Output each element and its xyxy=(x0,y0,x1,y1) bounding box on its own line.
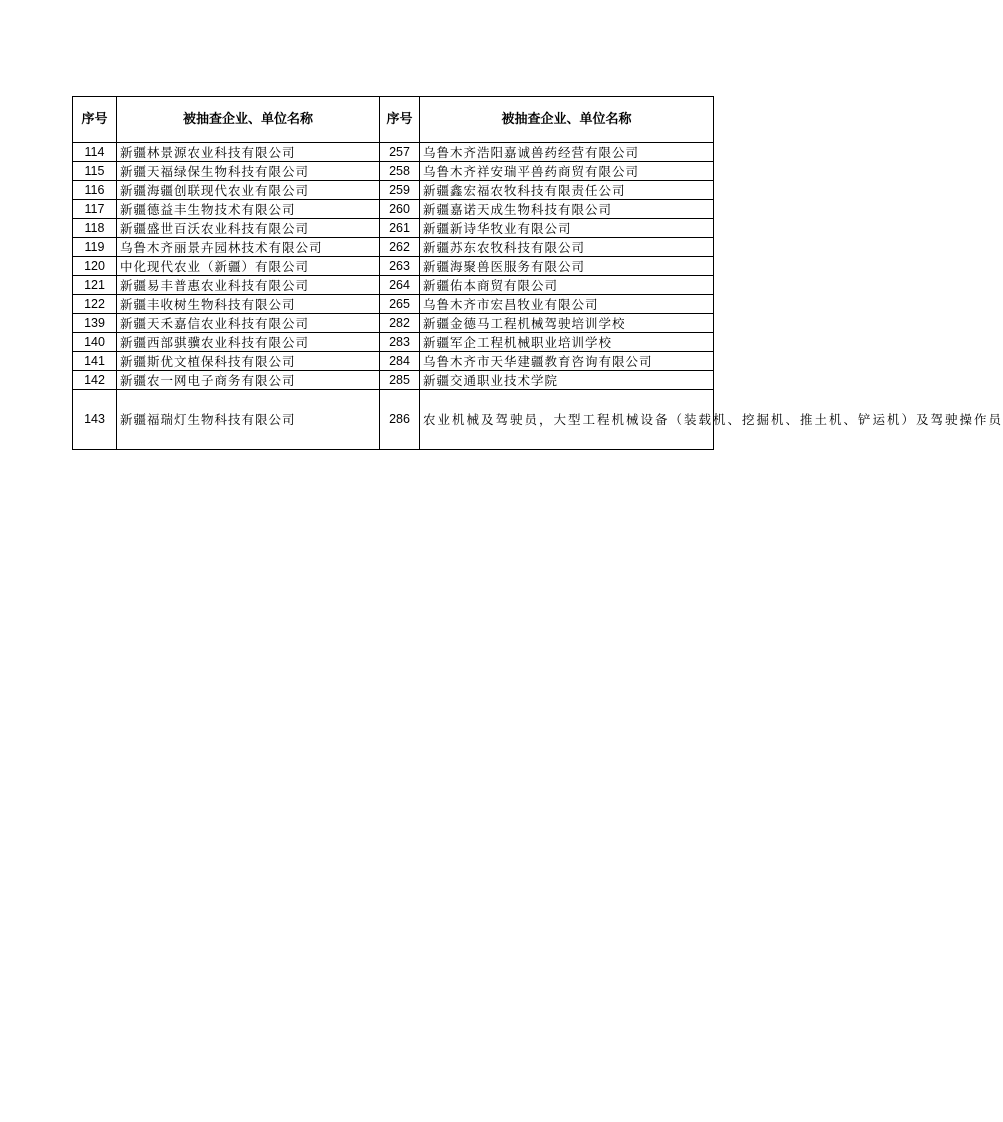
left-company: 新疆丰收树生物科技有限公司 xyxy=(117,295,380,314)
table-row xyxy=(73,181,714,200)
left-company: 新疆易丰普惠农业科技有限公司 xyxy=(117,276,380,295)
table-row xyxy=(73,257,714,276)
header-name-left: 被抽查企业、单位名称 xyxy=(117,97,380,143)
left-company: 乌鲁木齐丽景卉园林技术有限公司 xyxy=(117,238,380,257)
right-seq: 286 xyxy=(380,390,420,450)
right-seq: 282 xyxy=(380,314,420,333)
right-company: 乌鲁木齐市天华建疆教育咨询有限公司 xyxy=(420,352,714,371)
left-company: 新疆福瑞灯生物科技有限公司 xyxy=(117,390,380,450)
left-company: 新疆盛世百沃农业科技有限公司 xyxy=(117,219,380,238)
right-seq: 284 xyxy=(380,352,420,371)
left-seq: 139 xyxy=(73,314,117,333)
left-seq: 116 xyxy=(73,181,117,200)
left-company: 新疆农一网电子商务有限公司 xyxy=(117,371,380,390)
right-seq: 257 xyxy=(380,143,420,162)
right-company: 乌鲁木齐市宏昌牧业有限公司 xyxy=(420,295,714,314)
left-company: 新疆林景源农业科技有限公司 xyxy=(117,143,380,162)
left-company: 新疆天福绿保生物科技有限公司 xyxy=(117,162,380,181)
right-seq: 259 xyxy=(380,181,420,200)
right-company: 新疆金德马工程机械驾驶培训学校 xyxy=(420,314,714,333)
right-company: 新疆交通职业技术学院 xyxy=(420,371,714,390)
left-seq: 114 xyxy=(73,143,117,162)
left-company: 新疆德益丰生物技术有限公司 xyxy=(117,200,380,219)
right-company: 乌鲁木齐浩阳嘉诚兽药经营有限公司 xyxy=(420,143,714,162)
left-seq: 120 xyxy=(73,257,117,276)
header-name-right: 被抽查企业、单位名称 xyxy=(420,97,714,143)
table-row xyxy=(73,276,714,295)
right-seq: 265 xyxy=(380,295,420,314)
right-seq: 260 xyxy=(380,200,420,219)
table-row xyxy=(73,390,714,450)
right-seq: 283 xyxy=(380,333,420,352)
inspection-table xyxy=(72,96,1003,450)
left-seq: 118 xyxy=(73,219,117,238)
table-row xyxy=(73,333,714,352)
left-seq: 142 xyxy=(73,371,117,390)
right-company: 农业机械及驾驶员，大型工程机械设备（装载机、挖掘机、推土机、铲运机）及驾驶操作员 xyxy=(420,390,714,450)
left-seq: 140 xyxy=(73,333,117,352)
right-seq: 264 xyxy=(380,276,420,295)
header-row xyxy=(73,97,714,143)
left-company: 新疆天禾嘉信农业科技有限公司 xyxy=(117,314,380,333)
table-row xyxy=(73,238,714,257)
header-seq-left: 序号 xyxy=(73,97,117,143)
header-seq-right: 序号 xyxy=(380,97,420,143)
right-company: 新疆苏东农牧科技有限公司 xyxy=(420,238,714,257)
left-company: 新疆海疆创联现代农业有限公司 xyxy=(117,181,380,200)
left-seq: 121 xyxy=(73,276,117,295)
right-company: 乌鲁木齐祥安瑞平兽药商贸有限公司 xyxy=(420,162,714,181)
left-company: 新疆西部骐骥农业科技有限公司 xyxy=(117,333,380,352)
left-company: 新疆斯优文植保科技有限公司 xyxy=(117,352,380,371)
right-company: 新疆嘉诺天成生物科技有限公司 xyxy=(420,200,714,219)
left-seq: 141 xyxy=(73,352,117,371)
right-company: 新疆军企工程机械职业培训学校 xyxy=(420,333,714,352)
right-company: 新疆海聚兽医服务有限公司 xyxy=(420,257,714,276)
right-company: 新疆佑本商贸有限公司 xyxy=(420,276,714,295)
left-seq: 115 xyxy=(73,162,117,181)
right-seq: 262 xyxy=(380,238,420,257)
right-seq: 285 xyxy=(380,371,420,390)
right-seq: 263 xyxy=(380,257,420,276)
right-company: 新疆新诗华牧业有限公司 xyxy=(420,219,714,238)
table-row xyxy=(73,371,714,390)
table-row xyxy=(73,295,714,314)
table-row xyxy=(73,143,714,162)
left-company: 中化现代农业（新疆）有限公司 xyxy=(117,257,380,276)
right-seq: 258 xyxy=(380,162,420,181)
left-seq: 122 xyxy=(73,295,117,314)
left-seq: 119 xyxy=(73,238,117,257)
table-row xyxy=(73,200,714,219)
left-seq: 117 xyxy=(73,200,117,219)
table-row xyxy=(73,352,714,371)
table-row xyxy=(73,314,714,333)
table-row xyxy=(73,219,714,238)
left-seq: 143 xyxy=(73,390,117,450)
right-company: 新疆鑫宏福农牧科技有限责任公司 xyxy=(420,181,714,200)
table-row xyxy=(73,162,714,181)
right-seq: 261 xyxy=(380,219,420,238)
